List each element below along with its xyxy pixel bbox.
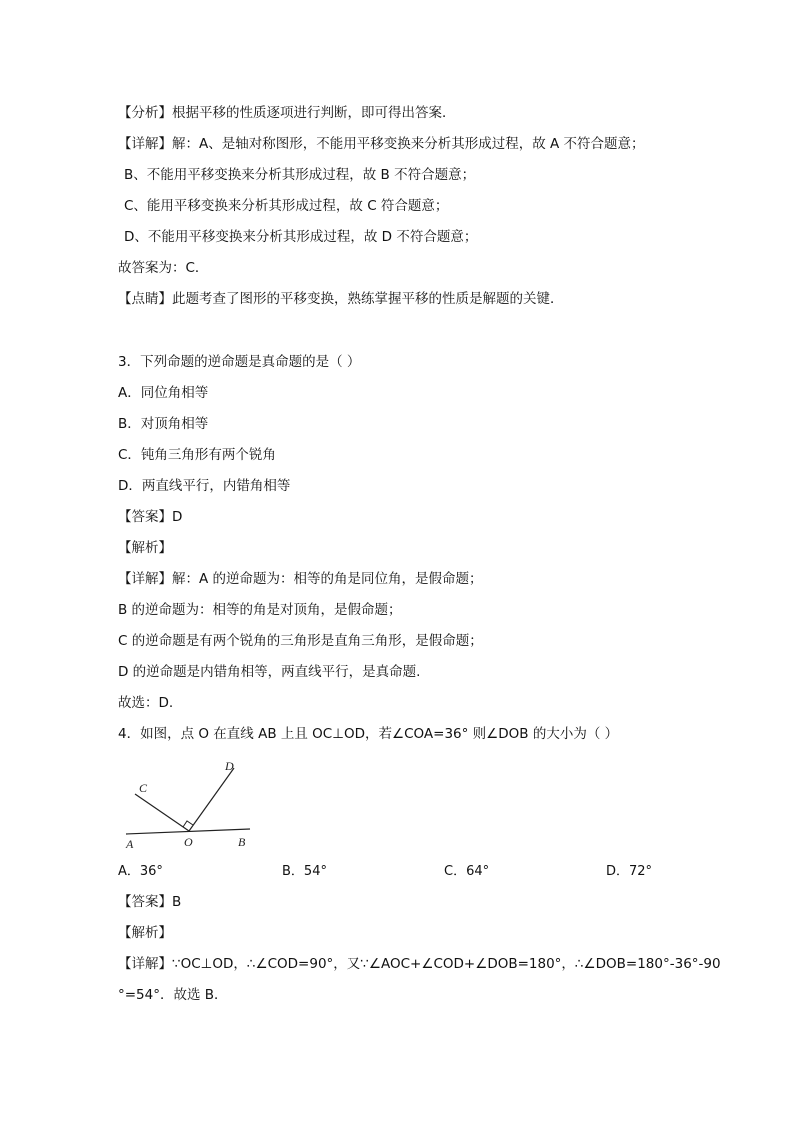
- right-angle-mark: [183, 821, 193, 827]
- q3-option-b: B．对顶角相等: [118, 416, 209, 432]
- prev-analysis: 【分析】根据平移的性质逐项进行判断，即可得出答案．: [118, 105, 456, 121]
- q4-analysis-title: 【解析】: [118, 925, 172, 941]
- label-o: O: [184, 835, 193, 849]
- q4-answer: 【答案】B: [118, 894, 182, 910]
- q3-answer: 【答案】D: [118, 509, 183, 525]
- q4-option-c: C．64°: [444, 864, 490, 879]
- q3-stem: 3．下列命题的逆命题是真命题的是（ ）: [118, 354, 361, 370]
- prev-answer: 故答案为：C．: [118, 260, 209, 276]
- q4-option-d: D．72°: [606, 864, 653, 879]
- q3-option-d: D．两直线平行，内错角相等: [118, 478, 291, 494]
- ray-oc: [135, 794, 189, 831]
- label-b: B: [238, 835, 246, 849]
- q3-detail-3: C 的逆命题是有两个锐角的三角形是直角三角形，是假命题；: [118, 633, 483, 649]
- q3-option-a: A．同位角相等: [118, 385, 209, 401]
- label-a: A: [126, 837, 134, 851]
- q3-choose: 故选：D.: [118, 695, 174, 711]
- label-c: C: [139, 781, 148, 795]
- q3-option-c: C．钝角三角形有两个锐角: [118, 447, 276, 463]
- q4-option-b: B．54°: [282, 864, 327, 879]
- q3-analysis-title: 【解析】: [118, 540, 172, 556]
- label-d: D: [225, 759, 234, 773]
- prev-detail-b: B、不能用平移变换来分析其形成过程，故 B 不符合题意；: [124, 167, 476, 183]
- prev-detail: 【详解】解：A、是轴对称图形，不能用平移变换来分析其形成过程，故 A 不符合题意；: [118, 136, 645, 152]
- q4-stem: 4．如图，点 O 在直线 AB 上且 OC⊥OD，若∠COA=36° 则∠DOB 的大小为（ ）: [118, 726, 619, 742]
- prev-comment: 【点睛】此题考查了图形的平移变换，熟练掌握平移的性质是解题的关键．: [118, 291, 564, 307]
- prev-detail-d: D、不能用平移变换来分析其形成过程，故 D 不符合题意；: [124, 229, 478, 245]
- q3-detail-2: B 的逆命题为：相等的角是对顶角，是假命题；: [118, 602, 402, 618]
- q4-detail-2: °=54°．故选 B．: [118, 987, 228, 1003]
- q3-detail-4: D 的逆命题是内错角相等，两直线平行，是真命题.: [118, 664, 421, 680]
- q4-option-a: A．36°: [118, 864, 163, 879]
- q3-detail-1: 【详解】解：A 的逆命题为：相等的角是同位角，是假命题；: [118, 571, 483, 587]
- prev-detail-c: C、能用平移变换来分析其形成过程，故 C 符合题意；: [124, 198, 449, 214]
- ray-od: [189, 768, 234, 831]
- q4-detail-1: 【详解】∵OC⊥OD，∴∠COD=90°，又∵∠AOC+∠COD+∠DOB=180°，∴∠DOB=180°-36°-90: [118, 956, 721, 972]
- q4-figure: [122, 758, 262, 852]
